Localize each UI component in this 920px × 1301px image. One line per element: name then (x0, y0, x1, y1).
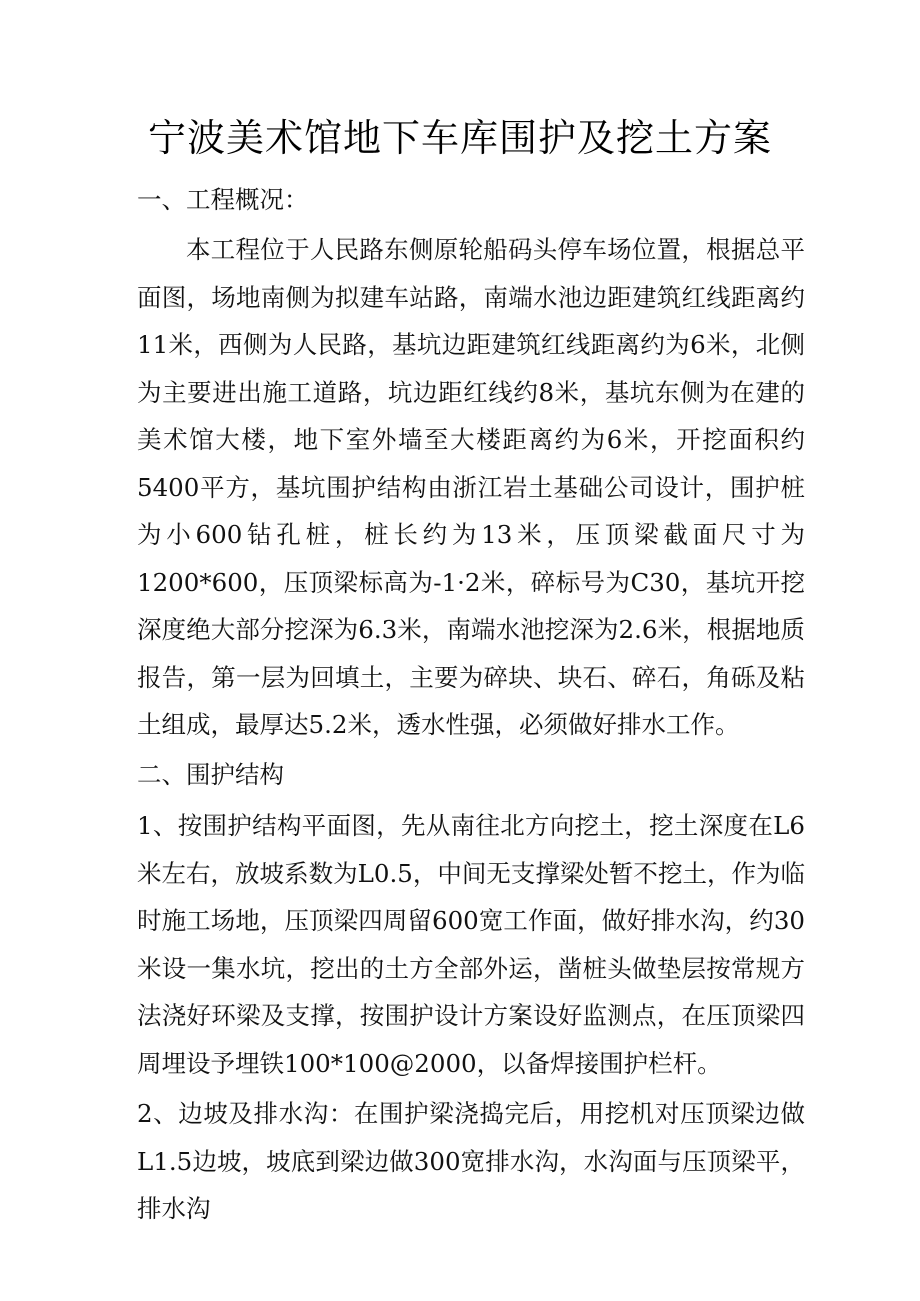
list-item-slope-and-drainage: 2、边坡及排水沟：在围护梁浇捣完后，用挖机对压顶梁边做L1.5边坡，坡底到梁边做300宽排水沟，水沟面与压顶梁平，排水沟 (137, 1099, 805, 1223)
overview-paragraph: 本工程位于人民路东侧原轮船码头停车场位置，根据总平面图，场地南侧为拟建车站路，南端水池边距建筑红线距离约11米，西侧为人民路，基坑边距建筑红线距离约为6米，北侧为主要进出施工道路，坑边距红线约8米，基坑东侧为在建的美术馆大楼，地下室外墙至大楼距离约为6米，开挖面积约5400平方，基坑围护结构由浙江岩土基础公司设计，围护桩为小600钻孔桩，桩长约为13米，压顶梁截面尺寸为1200*600，压顶梁标高为-1·2米，碎标号为C30，基坑开挖深度绝大部分挖深为6.3米，南端水池挖深为2.6米，根据地质报告，第一层为回填土，主要为碎块、块石、碎石，角砾及粘土组成，最厚达5.2米，透水性强，必须做好排水工作。 (137, 235, 805, 739)
list-item-excavation-sequence: 1、按围护结构平面图，先从南往北方向挖土，挖土深度在L6米左右，放坡系数为L0.5，中间无支撑梁处暂不挖土，作为临时施工场地，压顶梁四周留600宽工作面，做好排水沟，约30米设一集水坑，挖出的土方全部外运，凿桩头做垫层按常规方法浇好环梁及支撑，按围护设计方案设好监测点，在压顶梁四周埋设予埋铁100*100@2000，以备焊接围护栏杆。 (137, 811, 805, 1078)
document-title: 宁波美术馆地下车库围护及挖土方案 (147, 116, 772, 160)
section-heading-retaining-structure: 二、围护结构 (137, 760, 284, 789)
section-heading-overview: 一、工程概况： (137, 185, 309, 214)
